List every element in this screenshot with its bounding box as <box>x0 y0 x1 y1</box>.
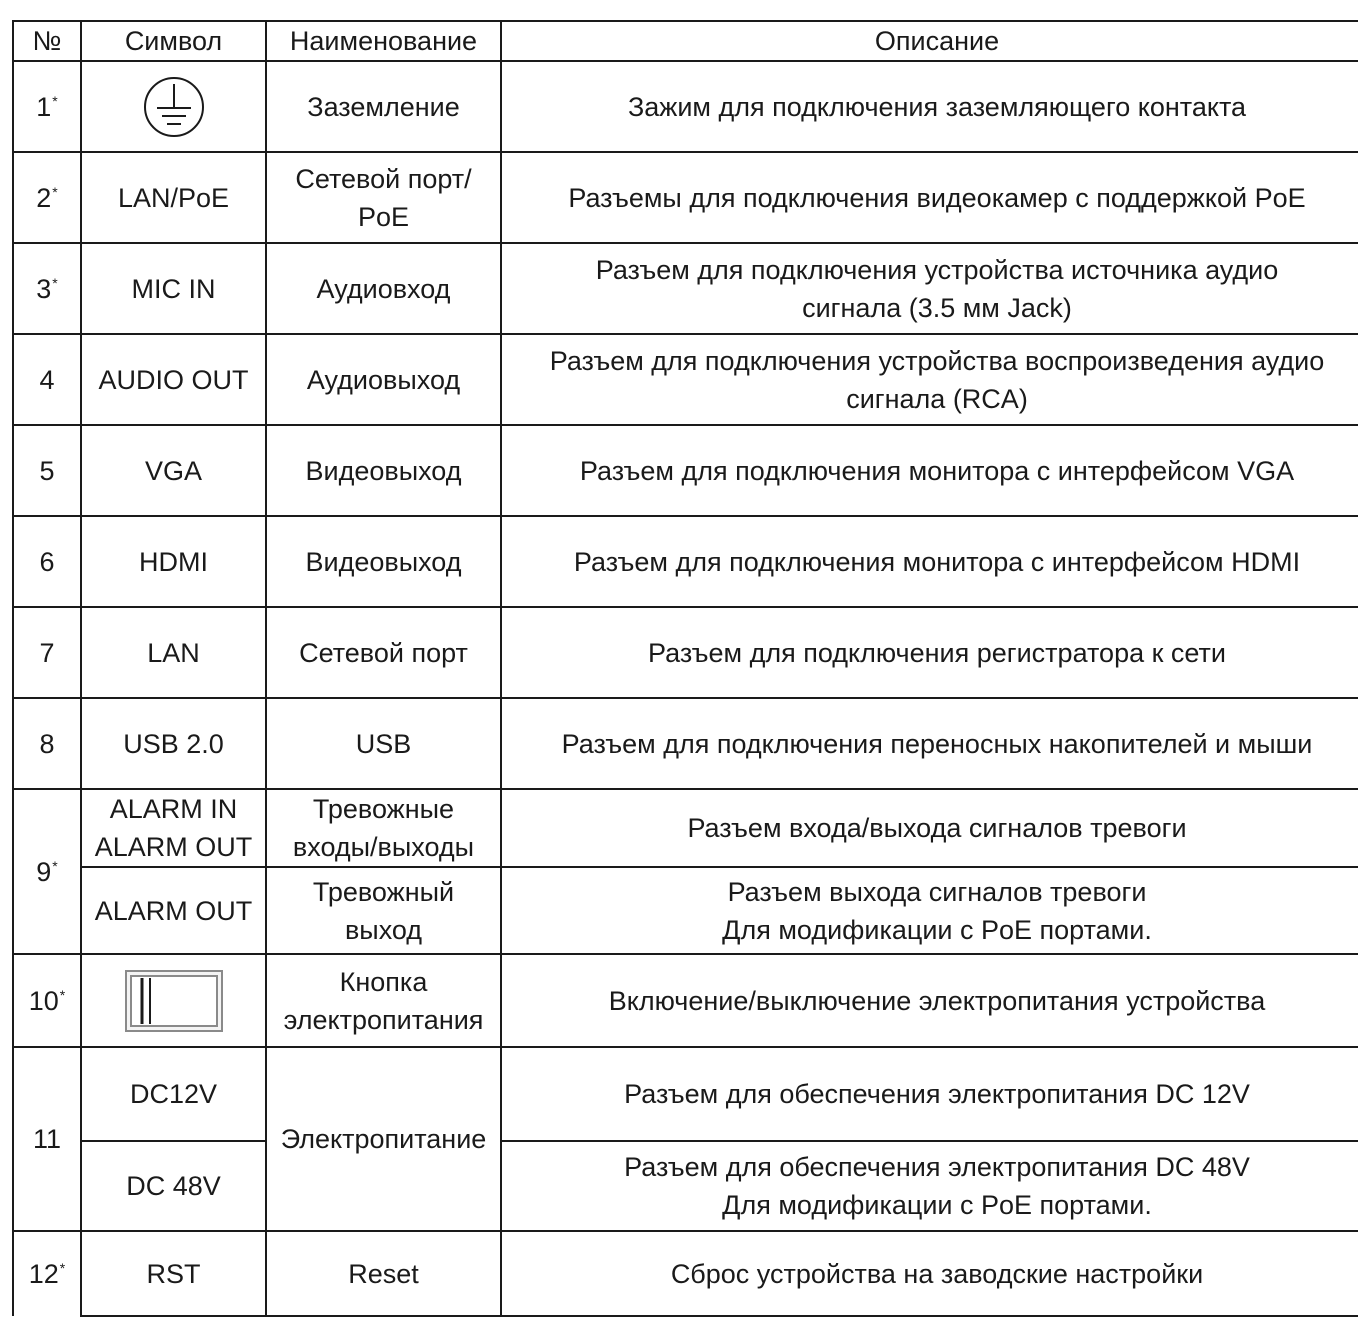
description-cell: Разъем для подключения регистратора к сети <box>501 607 1358 698</box>
name-cell: Тревожный выход <box>266 867 501 954</box>
table-row <box>13 1231 1358 1316</box>
symbol-cell: USB 2.0 <box>81 698 266 789</box>
symbol-cell: ALARM IN ALARM OUT <box>81 789 266 867</box>
header-num: № <box>13 21 81 61</box>
name-cell: Заземление <box>266 61 501 152</box>
symbol-cell: VGA <box>81 425 266 516</box>
name-cell: Тревожные входы/выходы <box>266 789 501 867</box>
row-number: 3* <box>13 243 81 334</box>
header-name: Наименование <box>266 21 501 61</box>
table-row <box>13 867 1358 954</box>
description-cell: Зажим для подключения заземляющего контакта <box>501 61 1358 152</box>
symbol-cell: ALARM OUT <box>81 867 266 954</box>
ground-icon <box>139 72 209 142</box>
table-row <box>13 954 1358 1047</box>
symbol-cell: AUDIO OUT <box>81 334 266 425</box>
symbol-cell: LAN/PoE <box>81 152 266 243</box>
table-row <box>13 425 1358 516</box>
table-header-row <box>13 21 1358 61</box>
header-description: Описание <box>501 21 1358 61</box>
table-row <box>13 698 1358 789</box>
name-cell: Сетевой порт <box>266 607 501 698</box>
table-row <box>13 1141 1358 1231</box>
row-number: 7 <box>13 607 81 698</box>
name-cell: Аудиовыход <box>266 334 501 425</box>
header-symbol: Символ <box>81 21 266 61</box>
row-number: 12* <box>13 1231 81 1316</box>
table-row <box>13 1047 1358 1141</box>
name-cell: Сетевой порт/ PoE <box>266 152 501 243</box>
connector-spec-table <box>12 20 1358 1317</box>
description-cell: Разъем для подключения переносных накопителей и мыши <box>501 698 1358 789</box>
table-row <box>13 516 1358 607</box>
name-cell: Кнопка электропитания <box>266 954 501 1047</box>
symbol-cell <box>81 954 266 1047</box>
table-row <box>13 607 1358 698</box>
symbol-cell: RST <box>81 1231 266 1316</box>
description-cell: Разъем выхода сигналов тревоги Для модификации с PoE портами. <box>501 867 1358 954</box>
symbol-cell <box>81 61 266 152</box>
name-cell: Видеовыход <box>266 425 501 516</box>
row-number: 2* <box>13 152 81 243</box>
table-row <box>13 152 1358 243</box>
description-cell: Сброс устройства на заводские настройки <box>501 1231 1358 1316</box>
description-cell: Разъем для подключения монитора с интерфейсом HDMI <box>501 516 1358 607</box>
table-row <box>13 61 1358 152</box>
row-number: 8 <box>13 698 81 789</box>
description-cell: Разъем входа/выхода сигналов тревоги <box>501 789 1358 867</box>
description-cell: Разъем для обеспечения электропитания DC 48V Для модификации с PoE портами. <box>501 1141 1358 1231</box>
symbol-cell: LAN <box>81 607 266 698</box>
description-cell: Разъем для подключения устройства источника аудио сигнала (3.5 мм Jack) <box>501 243 1358 334</box>
description-cell: Разъем для обеспечения электропитания DC 12V <box>501 1047 1358 1141</box>
table-row <box>13 243 1358 334</box>
description-cell: Разъемы для подключения видеокамер с поддержкой PoE <box>501 152 1358 243</box>
symbol-cell: DC12V <box>81 1047 266 1141</box>
row-number: 9* <box>13 789 81 954</box>
row-number: 4 <box>13 334 81 425</box>
symbol-cell: DC 48V <box>81 1141 266 1231</box>
name-cell: Аудиовход <box>266 243 501 334</box>
row-number: 6 <box>13 516 81 607</box>
symbol-cell: MIC IN <box>81 243 266 334</box>
symbol-cell: HDMI <box>81 516 266 607</box>
row-number: 1* <box>13 61 81 152</box>
name-cell: Reset <box>266 1231 501 1316</box>
description-cell: Разъем для подключения монитора с интерфейсом VGA <box>501 425 1358 516</box>
name-cell: Видеовыход <box>266 516 501 607</box>
power-switch-icon <box>124 969 224 1033</box>
row-number: 11 <box>13 1047 81 1231</box>
row-number: 10* <box>13 954 81 1047</box>
row-number: 5 <box>13 425 81 516</box>
description-cell: Включение/выключение электропитания устройства <box>501 954 1358 1047</box>
description-cell: Разъем для подключения устройства воспроизведения аудио сигнала (RCA) <box>501 334 1358 425</box>
name-cell: USB <box>266 698 501 789</box>
table-row <box>13 334 1358 425</box>
name-cell: Электропитание <box>266 1047 501 1231</box>
table-row <box>13 789 1358 867</box>
